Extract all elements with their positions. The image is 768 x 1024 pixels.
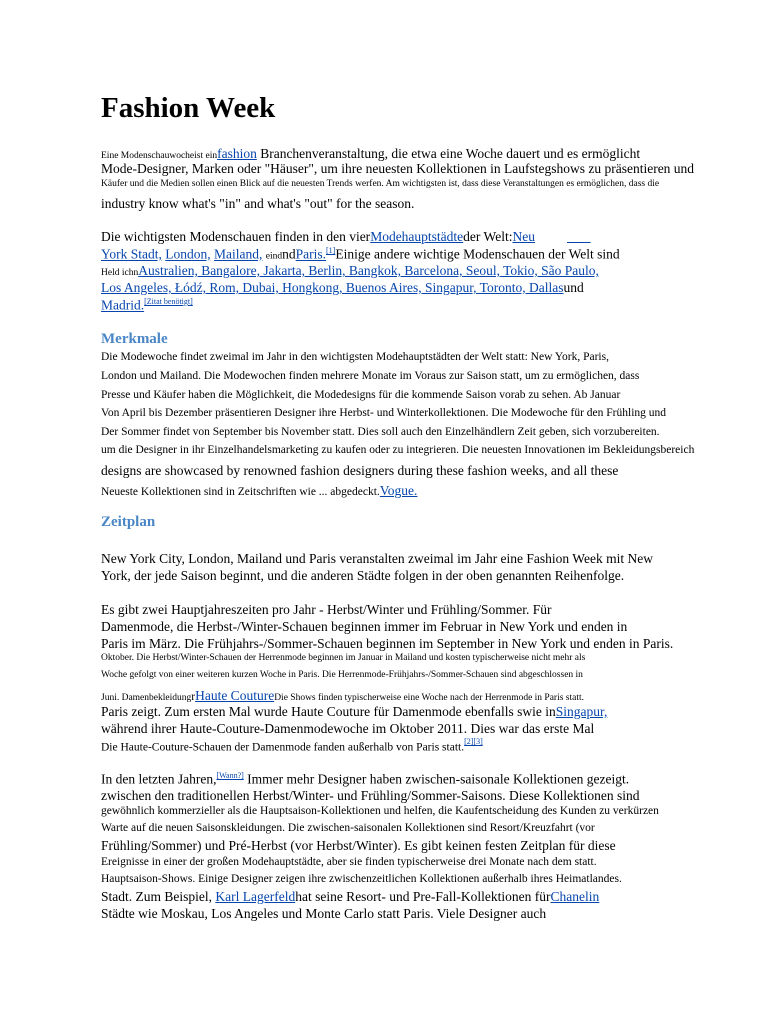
- zeitplan-line: Städte wie Moskau, Los Angeles und Monte Carlo statt Paris. Viele Designer auch: [101, 906, 547, 921]
- merkmale-line: designs are showcased by renowned fashion designers during these fashion weeks, and all these: [101, 463, 619, 478]
- zeitplan-line: Ereignisse in einer der großen Modehauptstädte, aber sie finden typischerweise drei Monate nach dem statt.: [101, 856, 597, 868]
- ref-1[interactable]: [1]: [326, 246, 336, 255]
- zeitplan-text: hat seine Resort- und Pre-Fall-Kollektionen für: [295, 889, 551, 904]
- zeitplan-line: Damenmode, die Herbst-/Winter-Schauen beginnen immer im Februar in New York und enden in: [101, 619, 628, 634]
- link-york-stadt[interactable]: York Stadt,: [101, 246, 162, 262]
- link-singapur[interactable]: Singapur,: [555, 704, 608, 719]
- capitals-text: Die wichtigsten Modenschauen finden in den vier: [101, 229, 371, 244]
- capitals-text: und: [563, 280, 584, 295]
- zeitplan-line: während ihrer Haute-Couture-Damenmodewoche im Oktober 2011. Dies war das erste Mal: [101, 721, 595, 736]
- link-fashion[interactable]: fashion: [217, 146, 257, 161]
- merkmale-line: Presse und Käufer haben die Möglichkeit, die Modedesigns für die kommende Saison vorab zu sehen. Ab Januar: [101, 389, 621, 401]
- citation-needed[interactable]: [Zitat benötigt]: [144, 297, 193, 306]
- link-madrid[interactable]: Madrid.: [101, 297, 145, 313]
- capitals-line-5: [101, 297, 193, 314]
- zeitplan-line: New York City, London, Mailand und Paris veranstalten zweimal im Jahr eine Fashion Week mit New: [101, 551, 653, 566]
- zeitplan-text: In den letzten Jahren,: [101, 771, 217, 787]
- merkmale-line: Die Modewoche findet zweimal im Jahr in den wichtigsten Modehauptstädten der Welt statt: New York, Paris,: [101, 351, 609, 363]
- intro-line-2: Mode-Designer, Marken oder "Häuser", um ihre neuesten Kollektionen in Laufstegshows zu präsentieren und: [101, 161, 695, 176]
- link-modehauptstaedte[interactable]: Modehauptstädte: [370, 229, 464, 244]
- zeitplan-text: r: [191, 691, 196, 703]
- zeitplan-line: Hauptsaison-Shows. Einige Designer zeigen ihre zwischenzeitlichen Kollektionen außerhalb ihres Heimatlandes.: [101, 873, 622, 885]
- zeitplan-line: Es gibt zwei Hauptjahreszeiten pro Jahr - Herbst/Winter und Frühling/Sommer. Für: [101, 602, 552, 617]
- page-title: Fashion Week: [101, 92, 276, 124]
- zeitplan-line: Paris im März. Die Frühjahrs-/Sommer-Schauen beginnen im September in New York und enden in Paris.: [101, 636, 674, 651]
- merkmale-line: um die Designer in ihr Einzelhandelsmarketing zu kaufen oder zu integrieren. Die neuesten Innovationen im Bekleidungsbereich: [101, 444, 695, 456]
- intro-text: Branchenveranstaltung, die etwa eine Woche dauert und es ermöglicht: [256, 146, 641, 161]
- capitals-text: nd: [282, 246, 296, 262]
- link-vogue[interactable]: Vogue.: [379, 483, 418, 498]
- heading-zeitplan: Zeitplan: [101, 514, 156, 530]
- merkmale-text: Neueste Kollektionen sind in Zeitschriften wie ... abgedeckt.: [101, 486, 380, 498]
- zeitplan-line: [101, 704, 607, 720]
- zeitplan-text: Die Shows finden typischerweise eine Woche nach der Herrenmode in Paris statt.: [274, 693, 585, 703]
- merkmale-line: [101, 482, 417, 500]
- link-mailand[interactable]: Mailand,: [214, 246, 263, 262]
- zeitplan-line: Warte auf die neuen Saisonskleidungen. Die zwischen-saisonalen Kollektionen sind Resort/Kreuzfahrt (vor: [101, 822, 595, 834]
- heading-merkmale: Merkmale: [101, 331, 168, 347]
- zeitplan-line: York, der jede Saison beginnt, und die anderen Städte folgen in der oben genannten Reihenfolge.: [101, 568, 625, 583]
- zeitplan-line: gewöhnlich kommerzieller als die Hauptsaison-Kollektionen und helfen, die Kaufentscheidung des Kunden zu verkürzen: [101, 805, 659, 817]
- capitals-line-2: [101, 246, 620, 263]
- merkmale-line: Von April bis Dezember präsentieren Designer ihre Herbst- und Winterkollektionen. Die Modewoche für den Frühling und: [101, 407, 667, 419]
- ref-2-3[interactable]: [2][3]: [464, 737, 483, 746]
- link-chanel[interactable]: Chanel: [550, 889, 589, 904]
- link-underline: [567, 229, 591, 244]
- capitals-line-4: [101, 280, 584, 296]
- link-cities[interactable]: Los Angeles, Łódź, Rom, Dubai, Hongkong, Buenos Aires, Singapur, Toronto, Dallas: [101, 280, 564, 295]
- zeitplan-line: [101, 687, 584, 705]
- capitals-small: eind: [265, 251, 283, 262]
- link-paris[interactable]: Paris.: [295, 246, 327, 262]
- zeitplan-text: Immer mehr Designer haben zwischen-saisonale Kollektionen gezeigt.: [243, 771, 630, 787]
- zeitplan-line: [101, 737, 483, 755]
- link-karl-lagerfeld[interactable]: Karl Lagerfeld: [215, 889, 296, 904]
- zeitplan-line: [101, 771, 629, 788]
- zeitplan-text: Juni. Damenbekleidung: [101, 693, 192, 703]
- zeitplan-text: Die Haute-Couture-Schauen der Damenmode fanden außerhalb von Paris statt.: [101, 741, 465, 754]
- zeitplan-line: [101, 889, 599, 905]
- capitals-line-3: [101, 263, 599, 279]
- citation-when[interactable]: [Wann?]: [216, 771, 244, 780]
- link-london[interactable]: London,: [165, 246, 211, 262]
- intro-line-4: industry know what's "in" and what's "out" for the season.: [101, 196, 415, 211]
- link-new-york[interactable]: Neu: [512, 229, 535, 244]
- zeitplan-line: Oktober. Die Herbst/Winter-Schauen der Herrenmode beginnen im Januar in Mailand und kosten typischerweise nicht mehr als: [101, 653, 586, 663]
- link-chanel-in[interactable]: in: [588, 889, 600, 904]
- merkmale-line: Der Sommer findet von September bis November statt. Dies soll auch den Einzelhändlern Zeit geben, sich vorzubereiten.: [101, 426, 660, 438]
- merkmale-line: London und Mailand. Die Modewochen finden mehrere Monate im Voraus zur Saison statt, um zu ermöglichen, dass: [101, 370, 640, 382]
- capitals-line-1: [101, 229, 591, 245]
- capitals-text: der Welt:: [463, 229, 513, 244]
- zeitplan-text: Stadt. Zum Beispiel,: [101, 889, 216, 904]
- zeitplan-line: zwischen den traditionellen Herbst/Winter- und Frühling/Sommer-Saisons. Diese Kollektionen sind: [101, 788, 640, 803]
- intro-text-small: Eine Modenschauwocheist ein: [101, 151, 218, 161]
- capitals-text: Einige andere wichtige Modenschauen der Welt sind: [335, 246, 620, 262]
- intro-line-3: Käufer und die Medien sollen einen Blick auf die neuesten Trends werfen. Am wichtigsten ist, dass diese Veranstaltungen es ermöglichen, dass die: [101, 179, 660, 189]
- link-haute-couture[interactable]: Haute Couture: [195, 688, 275, 703]
- zeitplan-line: Woche gefolgt von einer weiteren kurzen Woche in Paris. Die Herrenmode-Frühjahrs-/Sommer-Schauen sind abgeschlossen in: [101, 670, 583, 680]
- zeitplan-text: Paris zeigt. Zum ersten Mal wurde Haute Couture für Damenmode ebenfalls swie in: [101, 704, 556, 719]
- capitals-small: Held ichn: [101, 268, 139, 278]
- link-cities[interactable]: Australien, Bangalore, Jakarta, Berlin, Bangkok, Barcelona, Seoul, Tokio, São Paulo,: [138, 263, 599, 278]
- zeitplan-line: Frühling/Sommer) und Pré-Herbst (vor Herbst/Winter). Es gibt keinen festen Zeitplan für diese: [101, 838, 616, 853]
